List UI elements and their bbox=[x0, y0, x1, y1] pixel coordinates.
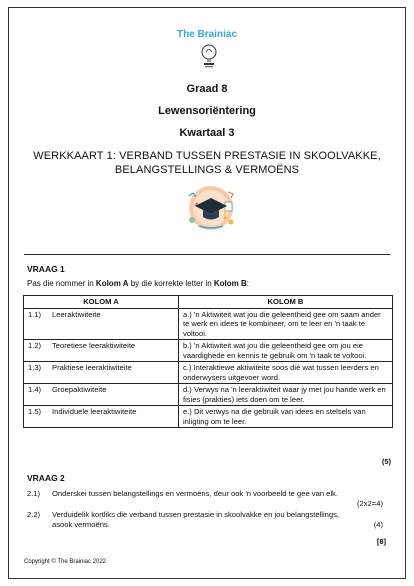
table-row bbox=[24, 308, 393, 340]
item-term: Leeraktiwiteite bbox=[52, 309, 101, 319]
question2-total: [8] bbox=[376, 537, 386, 546]
item-number: 2.1) bbox=[27, 489, 41, 498]
column-b-header: KOLOM B bbox=[178, 296, 392, 309]
worksheet-title-line2: BELANGSTELLINGS & VERMOËNS bbox=[114, 164, 300, 176]
item-term: Teoretiese leeraktiwiteite bbox=[52, 341, 136, 350]
section-divider bbox=[24, 254, 390, 255]
instruction-col-a: Kolom A bbox=[95, 279, 129, 288]
item-number: 1.1) bbox=[28, 309, 42, 319]
column-b-cell: b.) 'n Aktiwiteit wat jou die geleentheid gee om jou eie vaardighede en kennis te gebruik om 'n taak te voltooi. bbox=[178, 340, 392, 362]
question-item bbox=[27, 510, 387, 530]
column-a-cell bbox=[24, 384, 179, 406]
column-a-cell bbox=[24, 362, 179, 384]
item-term: Groepaktiwiteite bbox=[52, 385, 107, 394]
column-a-cell bbox=[24, 308, 179, 340]
matching-table bbox=[23, 295, 393, 428]
column-b-cell: c.) Interaktiewe aktiwiteite soos dié wat tussen leerders en onderwysers uitgevoer word. bbox=[178, 362, 392, 384]
column-a-cell bbox=[24, 406, 179, 428]
column-a-header: KOLOM A bbox=[24, 296, 179, 309]
question2-heading: VRAAG 2 bbox=[27, 473, 65, 483]
column-b-cell: e.) Dit verwys na die gebruik van idees en stelsels van inligting om te leer. bbox=[178, 406, 392, 428]
table-row bbox=[24, 340, 393, 362]
instruction-col-b: Kolom B bbox=[213, 279, 247, 288]
item-marks: (2x2=4) bbox=[357, 498, 383, 508]
lightbulb-logo-icon bbox=[195, 41, 223, 69]
grade-label: Graad 8 bbox=[186, 83, 228, 95]
column-b-cell: d.) Verwys na 'n leeraktiwiteit waar jy met jou hande werk en fisies (prakties) iets doen om te leer. bbox=[178, 384, 392, 406]
brand-name: The Brainiac bbox=[176, 29, 238, 40]
question1-heading: VRAAG 1 bbox=[27, 264, 65, 274]
item-term: Individuele leeraktiwiteite bbox=[52, 407, 137, 416]
column-a-cell bbox=[24, 340, 179, 362]
item-marks: (4) bbox=[373, 519, 383, 529]
table-row bbox=[24, 384, 393, 406]
instruction-text: Pas die nommer in bbox=[27, 279, 96, 288]
question1-instruction bbox=[27, 279, 249, 288]
subject-label: Lewensoriëntering bbox=[158, 105, 256, 117]
instruction-text: : bbox=[246, 279, 250, 288]
graduation-cap-illustration bbox=[181, 180, 241, 236]
question-item bbox=[27, 489, 387, 509]
column-b-cell: a.) 'n Aktiwiteit wat jou die geleentheid gee om saam ander te werk en idees te kombineer, om te leer en 'n taak te voltooi. bbox=[178, 308, 392, 340]
item-number: 1.3) bbox=[28, 363, 42, 372]
instruction-text: by die korrekte letter in bbox=[128, 279, 214, 288]
item-text: Onderskei tussen belangstellings en vermoëns, deur ook 'n voorbeeld te gee van elk. bbox=[52, 489, 338, 498]
term-label: Kwartaal 3 bbox=[179, 127, 235, 139]
question1-marks: (5) bbox=[381, 457, 391, 466]
item-number: 1.5) bbox=[28, 407, 42, 416]
worksheet-title-line1: WERKKAART 1: VERBAND TUSSEN PRESTASIE IN SKOOLVAKKE, bbox=[33, 150, 381, 162]
copyright-notice: Copyright © The Brainiac 2022 bbox=[24, 559, 107, 565]
table-row bbox=[24, 406, 393, 428]
table-row bbox=[24, 362, 393, 384]
worksheet-page bbox=[8, 7, 406, 579]
item-term: Praktiese leeraktiwiteite bbox=[52, 363, 132, 372]
item-number: 2.2) bbox=[27, 510, 41, 519]
item-number: 1.2) bbox=[28, 341, 42, 350]
item-text: Verduidelik kortliks die verband tussen prestasie in skoolvakke en jou belangstellings, asook vermoëns. bbox=[52, 510, 340, 529]
item-number: 1.4) bbox=[28, 385, 42, 394]
